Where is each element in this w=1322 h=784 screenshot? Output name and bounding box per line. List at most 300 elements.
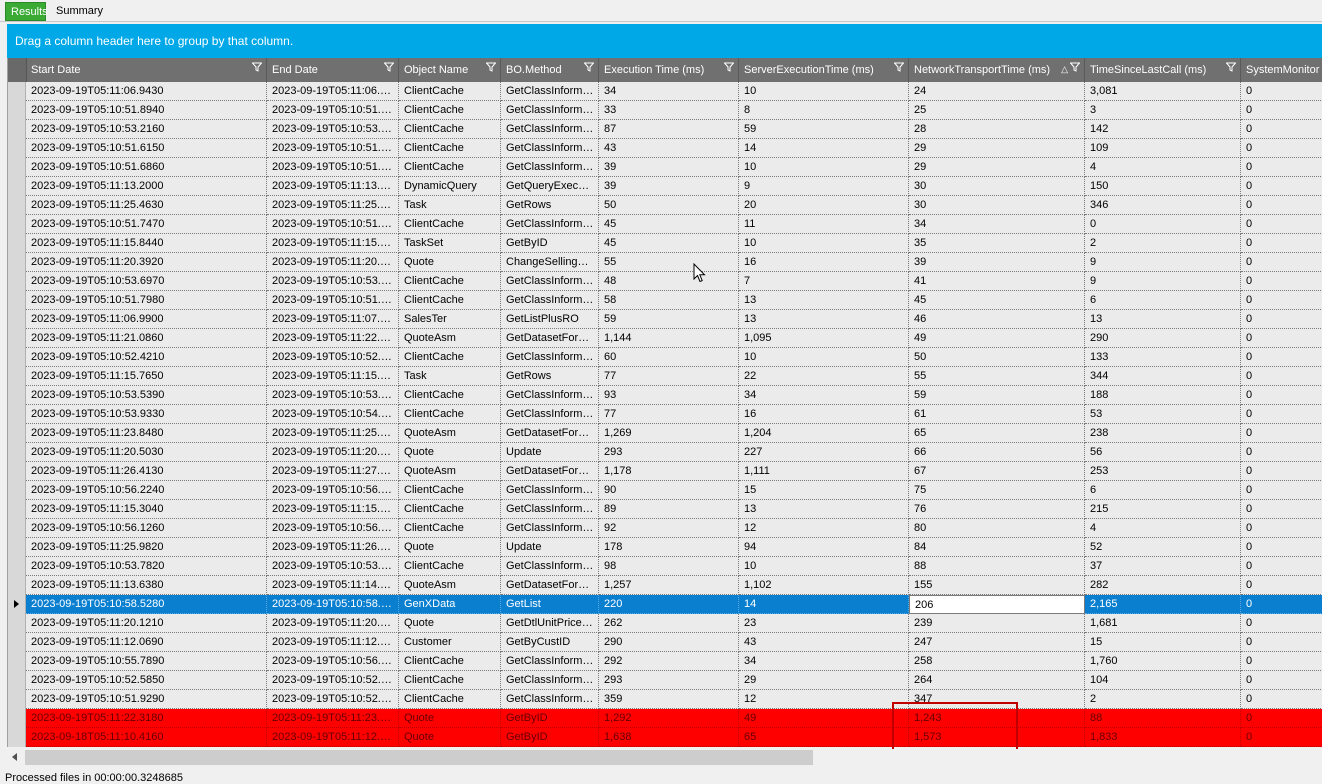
network-transport-time-cell[interactable]: 29 xyxy=(909,158,1085,177)
server-execution-time-cell[interactable]: 22 xyxy=(739,367,909,386)
server-execution-time-cell[interactable]: 1,095 xyxy=(739,329,909,348)
system-monitor-cell[interactable]: 0 xyxy=(1241,291,1322,310)
time-since-last-call-cell[interactable]: 150 xyxy=(1085,177,1241,196)
server-execution-time-cell[interactable]: 12 xyxy=(739,519,909,538)
scroll-thumb[interactable] xyxy=(25,750,813,765)
table-row[interactable] xyxy=(8,386,1322,405)
row-indicator[interactable] xyxy=(8,101,26,120)
system-monitor-cell[interactable]: 0 xyxy=(1241,367,1322,386)
bo-method-cell[interactable]: GetClassInform… xyxy=(501,386,599,405)
horizontal-scrollbar[interactable] xyxy=(7,749,1322,766)
start-date-cell[interactable]: 2023-09-19T05:11:12.0690 xyxy=(26,633,267,652)
start-date-cell[interactable]: 2023-09-19T05:10:56.1260 xyxy=(26,519,267,538)
execution-time-cell[interactable]: 1,257 xyxy=(599,576,739,595)
table-row[interactable] xyxy=(8,500,1322,519)
network-transport-time-cell[interactable]: 50 xyxy=(909,348,1085,367)
end-date-cell[interactable]: 2023-09-19T05:11:07.… xyxy=(267,310,399,329)
start-date-cell[interactable]: 2023-09-19T05:10:55.7890 xyxy=(26,652,267,671)
time-since-last-call-cell[interactable]: 4 xyxy=(1085,158,1241,177)
system-monitor-cell[interactable]: 0 xyxy=(1241,709,1322,728)
time-since-last-call-cell[interactable]: 1,760 xyxy=(1085,652,1241,671)
bo-method-cell[interactable]: GetDatasetFor… xyxy=(501,329,599,348)
network-transport-time-cell[interactable]: 49 xyxy=(909,329,1085,348)
time-since-last-call-cell[interactable]: 2 xyxy=(1085,690,1241,709)
network-transport-time-cell[interactable]: 1,573 xyxy=(909,728,1085,747)
table-row[interactable] xyxy=(8,690,1322,709)
start-date-cell[interactable]: 2023-09-19T05:10:58.5280 xyxy=(26,595,267,614)
system-monitor-cell[interactable]: 0 xyxy=(1241,82,1322,101)
network-transport-time-cell[interactable]: 46 xyxy=(909,310,1085,329)
server-execution-time-cell[interactable]: 20 xyxy=(739,196,909,215)
bo-method-cell[interactable]: GetDatasetFor… xyxy=(501,424,599,443)
table-row[interactable] xyxy=(8,462,1322,481)
bo-method-cell[interactable]: GetClassInform… xyxy=(501,101,599,120)
end-date-cell[interactable]: 2023-09-19T05:10:51.… xyxy=(267,215,399,234)
server-execution-time-cell[interactable]: 59 xyxy=(739,120,909,139)
object-name-cell[interactable]: QuoteAsm xyxy=(399,329,501,348)
system-monitor-cell[interactable]: 0 xyxy=(1241,538,1322,557)
execution-time-cell[interactable]: 87 xyxy=(599,120,739,139)
group-by-panel[interactable] xyxy=(7,24,1322,58)
start-date-cell[interactable]: 2023-09-19T05:10:53.9330 xyxy=(26,405,267,424)
network-transport-time-cell[interactable]: 88 xyxy=(909,557,1085,576)
execution-time-cell[interactable]: 55 xyxy=(599,253,739,272)
system-monitor-cell[interactable]: 0 xyxy=(1241,405,1322,424)
time-since-last-call-cell[interactable]: 88 xyxy=(1085,709,1241,728)
object-name-cell[interactable]: ClientCache xyxy=(399,481,501,500)
bo-method-cell[interactable]: GetClassInform… xyxy=(501,690,599,709)
system-monitor-cell[interactable]: 0 xyxy=(1241,690,1322,709)
network-transport-time-cell[interactable]: 61 xyxy=(909,405,1085,424)
object-name-cell[interactable]: ClientCache xyxy=(399,386,501,405)
object-name-cell[interactable]: ClientCache xyxy=(399,101,501,120)
network-transport-time-cell[interactable]: 41 xyxy=(909,272,1085,291)
row-indicator[interactable] xyxy=(8,405,26,424)
row-indicator[interactable] xyxy=(8,253,26,272)
start-date-cell[interactable]: 2023-09-19T05:11:13.2000 xyxy=(26,177,267,196)
end-date-cell[interactable]: 2023-09-19T05:11:12.… xyxy=(267,728,399,747)
row-indicator[interactable] xyxy=(8,272,26,291)
object-name-cell[interactable]: QuoteAsm xyxy=(399,462,501,481)
row-indicator[interactable] xyxy=(8,348,26,367)
server-execution-time-cell[interactable]: 34 xyxy=(739,652,909,671)
network-transport-time-cell[interactable]: 258 xyxy=(909,652,1085,671)
object-name-cell[interactable]: ClientCache xyxy=(399,405,501,424)
network-transport-time-cell[interactable]: 80 xyxy=(909,519,1085,538)
system-monitor-cell[interactable]: 0 xyxy=(1241,481,1322,500)
execution-time-cell[interactable]: 293 xyxy=(599,671,739,690)
bo-method-cell[interactable]: GetQueryExec… xyxy=(501,177,599,196)
row-indicator[interactable] xyxy=(8,367,26,386)
row-indicator[interactable] xyxy=(8,291,26,310)
bo-method-cell[interactable]: GetListPlusRO xyxy=(501,310,599,329)
execution-time-cell[interactable]: 89 xyxy=(599,500,739,519)
end-date-cell[interactable]: 2023-09-19T05:10:51.… xyxy=(267,158,399,177)
time-since-last-call-cell[interactable]: 9 xyxy=(1085,253,1241,272)
bo-method-cell[interactable]: ChangeSelling… xyxy=(501,253,599,272)
object-name-cell[interactable]: TaskSet xyxy=(399,234,501,253)
start-date-cell[interactable]: 2023-09-19T05:10:53.6970 xyxy=(26,272,267,291)
end-date-cell[interactable]: 2023-09-19T05:11:15.… xyxy=(267,234,399,253)
network-transport-time-cell[interactable]: 55 xyxy=(909,367,1085,386)
system-monitor-cell[interactable]: 0 xyxy=(1241,633,1322,652)
end-date-cell[interactable]: 2023-09-19T05:11:26.… xyxy=(267,538,399,557)
execution-time-cell[interactable]: 290 xyxy=(599,633,739,652)
object-name-cell[interactable]: QuoteAsm xyxy=(399,424,501,443)
execution-time-cell[interactable]: 48 xyxy=(599,272,739,291)
server-execution-time-cell[interactable]: 9 xyxy=(739,177,909,196)
object-name-cell[interactable]: QuoteAsm xyxy=(399,576,501,595)
tab-results[interactable]: Results xyxy=(5,2,46,21)
object-name-cell[interactable]: ClientCache xyxy=(399,690,501,709)
end-date-cell[interactable]: 2023-09-19T05:11:20.… xyxy=(267,443,399,462)
network-transport-time-cell[interactable]: 35 xyxy=(909,234,1085,253)
filter-icon[interactable] xyxy=(384,58,394,82)
system-monitor-cell[interactable]: 0 xyxy=(1241,234,1322,253)
start-date-cell[interactable]: 2023-09-19T05:11:20.1210 xyxy=(26,614,267,633)
row-indicator[interactable] xyxy=(8,671,26,690)
row-indicator[interactable] xyxy=(8,595,26,614)
table-row[interactable] xyxy=(8,557,1322,576)
end-date-cell[interactable]: 2023-09-19T05:11:15.… xyxy=(267,500,399,519)
table-row[interactable] xyxy=(8,652,1322,671)
object-name-cell[interactable]: ClientCache xyxy=(399,671,501,690)
row-indicator[interactable] xyxy=(8,690,26,709)
table-row[interactable] xyxy=(8,671,1322,690)
execution-time-cell[interactable]: 292 xyxy=(599,652,739,671)
execution-time-cell[interactable]: 90 xyxy=(599,481,739,500)
time-since-last-call-cell[interactable]: 142 xyxy=(1085,120,1241,139)
network-transport-time-cell[interactable]: 247 xyxy=(909,633,1085,652)
table-row[interactable] xyxy=(8,424,1322,443)
table-row[interactable] xyxy=(8,709,1322,728)
execution-time-cell[interactable]: 293 xyxy=(599,443,739,462)
table-row[interactable] xyxy=(8,253,1322,272)
end-date-cell[interactable]: 2023-09-19T05:10:51.… xyxy=(267,291,399,310)
execution-time-cell[interactable]: 93 xyxy=(599,386,739,405)
scroll-left-button[interactable] xyxy=(7,749,24,766)
filter-icon[interactable] xyxy=(486,58,496,82)
execution-time-cell[interactable]: 59 xyxy=(599,310,739,329)
start-date-cell[interactable]: 2023-09-19T05:11:23.8480 xyxy=(26,424,267,443)
row-indicator[interactable] xyxy=(8,196,26,215)
network-transport-time-cell[interactable]: 30 xyxy=(909,177,1085,196)
network-transport-time-cell[interactable]: 66 xyxy=(909,443,1085,462)
execution-time-cell[interactable]: 39 xyxy=(599,158,739,177)
object-name-cell[interactable]: ClientCache xyxy=(399,272,501,291)
bo-method-cell[interactable]: GetClassInform… xyxy=(501,82,599,101)
table-row[interactable] xyxy=(8,291,1322,310)
start-date-cell[interactable]: 2023-09-19T05:10:51.9290 xyxy=(26,690,267,709)
bo-method-cell[interactable]: GetByCustID xyxy=(501,633,599,652)
time-since-last-call-cell[interactable]: 3 xyxy=(1085,101,1241,120)
bo-method-cell[interactable]: GetClassInform… xyxy=(501,291,599,310)
time-since-last-call-cell[interactable]: 188 xyxy=(1085,386,1241,405)
network-transport-time-cell[interactable]: 24 xyxy=(909,82,1085,101)
object-name-cell[interactable]: ClientCache xyxy=(399,652,501,671)
server-execution-time-cell[interactable]: 10 xyxy=(739,348,909,367)
server-execution-time-cell[interactable]: 65 xyxy=(739,728,909,747)
column-header-object-name[interactable] xyxy=(399,58,501,82)
column-header-system-monitor[interactable] xyxy=(1241,58,1322,82)
time-since-last-call-cell[interactable]: 238 xyxy=(1085,424,1241,443)
system-monitor-cell[interactable]: 0 xyxy=(1241,348,1322,367)
object-name-cell[interactable]: ClientCache xyxy=(399,215,501,234)
bo-method-cell[interactable]: GetRows xyxy=(501,196,599,215)
time-since-last-call-cell[interactable]: 13 xyxy=(1085,310,1241,329)
server-execution-time-cell[interactable]: 10 xyxy=(739,234,909,253)
object-name-cell[interactable]: Task xyxy=(399,196,501,215)
execution-time-cell[interactable]: 60 xyxy=(599,348,739,367)
server-execution-time-cell[interactable]: 13 xyxy=(739,291,909,310)
start-date-cell[interactable]: 2023-09-19T05:10:51.8940 xyxy=(26,101,267,120)
row-indicator[interactable] xyxy=(8,633,26,652)
server-execution-time-cell[interactable]: 15 xyxy=(739,481,909,500)
time-since-last-call-cell[interactable]: 4 xyxy=(1085,519,1241,538)
bo-method-cell[interactable]: GetClassInform… xyxy=(501,557,599,576)
system-monitor-cell[interactable]: 0 xyxy=(1241,101,1322,120)
network-transport-time-cell[interactable]: 347 xyxy=(909,690,1085,709)
time-since-last-call-cell[interactable]: 6 xyxy=(1085,481,1241,500)
start-date-cell[interactable]: 2023-09-19T05:11:06.9900 xyxy=(26,310,267,329)
time-since-last-call-cell[interactable]: 282 xyxy=(1085,576,1241,595)
table-row[interactable] xyxy=(8,633,1322,652)
end-date-cell[interactable]: 2023-09-19T05:10:54.… xyxy=(267,405,399,424)
start-date-cell[interactable]: 2023-09-19T05:10:52.5850 xyxy=(26,671,267,690)
object-name-cell[interactable]: ClientCache xyxy=(399,500,501,519)
start-date-cell[interactable]: 2023-09-19T05:11:20.5030 xyxy=(26,443,267,462)
network-transport-time-cell[interactable]: 206 xyxy=(909,595,1085,614)
system-monitor-cell[interactable]: 0 xyxy=(1241,139,1322,158)
server-execution-time-cell[interactable]: 13 xyxy=(739,310,909,329)
object-name-cell[interactable]: ClientCache xyxy=(399,158,501,177)
network-transport-time-cell[interactable]: 67 xyxy=(909,462,1085,481)
time-since-last-call-cell[interactable]: 290 xyxy=(1085,329,1241,348)
object-name-cell[interactable]: Customer xyxy=(399,633,501,652)
start-date-cell[interactable]: 2023-09-19T05:11:25.9820 xyxy=(26,538,267,557)
object-name-cell[interactable]: ClientCache xyxy=(399,82,501,101)
time-since-last-call-cell[interactable]: 133 xyxy=(1085,348,1241,367)
row-indicator[interactable] xyxy=(8,310,26,329)
start-date-cell[interactable]: 2023-09-19T05:10:51.7470 xyxy=(26,215,267,234)
object-name-cell[interactable]: ClientCache xyxy=(399,291,501,310)
server-execution-time-cell[interactable]: 14 xyxy=(739,595,909,614)
end-date-cell[interactable]: 2023-09-19T05:11:14.… xyxy=(267,576,399,595)
network-transport-time-cell[interactable]: 1,243 xyxy=(909,709,1085,728)
server-execution-time-cell[interactable]: 1,102 xyxy=(739,576,909,595)
table-row[interactable] xyxy=(8,576,1322,595)
system-monitor-cell[interactable]: 0 xyxy=(1241,671,1322,690)
row-indicator[interactable] xyxy=(8,652,26,671)
server-execution-time-cell[interactable]: 7 xyxy=(739,272,909,291)
bo-method-cell[interactable]: GetDatasetFor… xyxy=(501,576,599,595)
server-execution-time-cell[interactable]: 12 xyxy=(739,690,909,709)
execution-time-cell[interactable]: 39 xyxy=(599,177,739,196)
time-since-last-call-cell[interactable]: 215 xyxy=(1085,500,1241,519)
bo-method-cell[interactable]: GetClassInform… xyxy=(501,272,599,291)
system-monitor-cell[interactable]: 0 xyxy=(1241,595,1322,614)
table-row[interactable] xyxy=(8,329,1322,348)
network-transport-time-cell[interactable]: 264 xyxy=(909,671,1085,690)
system-monitor-cell[interactable]: 0 xyxy=(1241,443,1322,462)
end-date-cell[interactable]: 2023-09-19T05:10:53.… xyxy=(267,557,399,576)
network-transport-time-cell[interactable]: 30 xyxy=(909,196,1085,215)
column-header-time-since-last-call[interactable] xyxy=(1085,58,1241,82)
time-since-last-call-cell[interactable]: 9 xyxy=(1085,272,1241,291)
filter-icon[interactable] xyxy=(584,58,594,82)
column-header-server-execution-time[interactable] xyxy=(739,58,909,82)
bo-method-cell[interactable]: Update xyxy=(501,443,599,462)
execution-time-cell[interactable]: 359 xyxy=(599,690,739,709)
network-transport-time-cell[interactable]: 39 xyxy=(909,253,1085,272)
end-date-cell[interactable]: 2023-09-19T05:10:58.… xyxy=(267,595,399,614)
system-monitor-cell[interactable]: 0 xyxy=(1241,196,1322,215)
end-date-cell[interactable]: 2023-09-19T05:11:20.… xyxy=(267,614,399,633)
start-date-cell[interactable]: 2023-09-19T05:10:52.4210 xyxy=(26,348,267,367)
server-execution-time-cell[interactable]: 43 xyxy=(739,633,909,652)
time-since-last-call-cell[interactable]: 52 xyxy=(1085,538,1241,557)
row-indicator[interactable] xyxy=(8,500,26,519)
time-since-last-call-cell[interactable]: 104 xyxy=(1085,671,1241,690)
column-header-start-date[interactable] xyxy=(26,58,267,82)
end-date-cell[interactable]: 2023-09-19T05:11:25.… xyxy=(267,424,399,443)
row-indicator[interactable] xyxy=(8,443,26,462)
end-date-cell[interactable]: 2023-09-19T05:11:12.… xyxy=(267,633,399,652)
end-date-cell[interactable]: 2023-09-19T05:10:51.… xyxy=(267,139,399,158)
end-date-cell[interactable]: 2023-09-19T05:10:56.… xyxy=(267,519,399,538)
object-name-cell[interactable]: ClientCache xyxy=(399,519,501,538)
time-since-last-call-cell[interactable]: 0 xyxy=(1085,215,1241,234)
filter-icon[interactable] xyxy=(724,58,734,82)
start-date-cell[interactable]: 2023-09-19T05:11:25.4630 xyxy=(26,196,267,215)
execution-time-cell[interactable]: 178 xyxy=(599,538,739,557)
filter-icon[interactable] xyxy=(1070,58,1080,82)
end-date-cell[interactable]: 2023-09-19T05:11:23.… xyxy=(267,709,399,728)
start-date-cell[interactable]: 2023-09-19T05:11:15.3040 xyxy=(26,500,267,519)
execution-time-cell[interactable]: 1,178 xyxy=(599,462,739,481)
time-since-last-call-cell[interactable]: 2,165 xyxy=(1085,595,1241,614)
time-since-last-call-cell[interactable]: 6 xyxy=(1085,291,1241,310)
bo-method-cell[interactable]: GetClassInform… xyxy=(501,120,599,139)
row-indicator[interactable] xyxy=(8,386,26,405)
row-indicator[interactable] xyxy=(8,139,26,158)
row-indicator[interactable] xyxy=(8,462,26,481)
execution-time-cell[interactable]: 43 xyxy=(599,139,739,158)
system-monitor-cell[interactable]: 0 xyxy=(1241,728,1322,747)
server-execution-time-cell[interactable]: 1,204 xyxy=(739,424,909,443)
column-header-end-date[interactable] xyxy=(267,58,399,82)
time-since-last-call-cell[interactable]: 3,081 xyxy=(1085,82,1241,101)
bo-method-cell[interactable]: GetDatasetFor… xyxy=(501,462,599,481)
network-transport-time-cell[interactable]: 59 xyxy=(909,386,1085,405)
start-date-cell[interactable]: 2023-09-19T05:10:53.2160 xyxy=(26,120,267,139)
time-since-last-call-cell[interactable]: 37 xyxy=(1085,557,1241,576)
object-name-cell[interactable]: Quote xyxy=(399,614,501,633)
row-indicator[interactable] xyxy=(8,215,26,234)
time-since-last-call-cell[interactable]: 109 xyxy=(1085,139,1241,158)
execution-time-cell[interactable]: 45 xyxy=(599,215,739,234)
server-execution-time-cell[interactable]: 49 xyxy=(739,709,909,728)
bo-method-cell[interactable]: GetByID xyxy=(501,728,599,747)
start-date-cell[interactable]: 2023-09-19T05:11:06.9430 xyxy=(26,82,267,101)
end-date-cell[interactable]: 2023-09-19T05:10:53.… xyxy=(267,272,399,291)
results-grid[interactable] xyxy=(7,58,1322,747)
row-indicator[interactable] xyxy=(8,424,26,443)
server-execution-time-cell[interactable]: 16 xyxy=(739,405,909,424)
bo-method-cell[interactable]: GetClassInform… xyxy=(501,139,599,158)
bo-method-cell[interactable]: GetList xyxy=(501,595,599,614)
bo-method-cell[interactable]: GetClassInform… xyxy=(501,481,599,500)
column-header-bo-method[interactable] xyxy=(501,58,599,82)
table-row[interactable] xyxy=(8,101,1322,120)
network-transport-time-cell[interactable]: 29 xyxy=(909,139,1085,158)
execution-time-cell[interactable]: 1,638 xyxy=(599,728,739,747)
end-date-cell[interactable]: 2023-09-19T05:11:20.… xyxy=(267,253,399,272)
object-name-cell[interactable]: ClientCache xyxy=(399,348,501,367)
table-row[interactable] xyxy=(8,139,1322,158)
server-execution-time-cell[interactable]: 13 xyxy=(739,500,909,519)
end-date-cell[interactable]: 2023-09-19T05:11:25.… xyxy=(267,196,399,215)
start-date-cell[interactable]: 2023-09-19T05:11:20.3920 xyxy=(26,253,267,272)
server-execution-time-cell[interactable]: 14 xyxy=(739,139,909,158)
object-name-cell[interactable]: SalesTer xyxy=(399,310,501,329)
table-row[interactable] xyxy=(8,310,1322,329)
server-execution-time-cell[interactable]: 10 xyxy=(739,557,909,576)
row-indicator[interactable] xyxy=(8,728,26,747)
bo-method-cell[interactable]: GetClassInform… xyxy=(501,158,599,177)
row-indicator[interactable] xyxy=(8,709,26,728)
start-date-cell[interactable]: 2023-09-19T05:10:53.5390 xyxy=(26,386,267,405)
bo-method-cell[interactable]: GetByID xyxy=(501,709,599,728)
bo-method-cell[interactable]: GetClassInform… xyxy=(501,671,599,690)
network-transport-time-cell[interactable]: 76 xyxy=(909,500,1085,519)
execution-time-cell[interactable]: 92 xyxy=(599,519,739,538)
server-execution-time-cell[interactable]: 11 xyxy=(739,215,909,234)
start-date-cell[interactable]: 2023-09-19T05:10:51.6150 xyxy=(26,139,267,158)
start-date-cell[interactable]: 2023-09-19T05:10:51.7980 xyxy=(26,291,267,310)
table-row[interactable] xyxy=(8,177,1322,196)
bo-method-cell[interactable]: GetClassInform… xyxy=(501,519,599,538)
system-monitor-cell[interactable]: 0 xyxy=(1241,158,1322,177)
system-monitor-cell[interactable]: 0 xyxy=(1241,215,1322,234)
execution-time-cell[interactable]: 1,292 xyxy=(599,709,739,728)
server-execution-time-cell[interactable]: 8 xyxy=(739,101,909,120)
network-transport-time-cell[interactable]: 65 xyxy=(909,424,1085,443)
row-indicator[interactable] xyxy=(8,177,26,196)
server-execution-time-cell[interactable]: 94 xyxy=(739,538,909,557)
column-header-execution-time[interactable] xyxy=(599,58,739,82)
row-indicator[interactable] xyxy=(8,158,26,177)
execution-time-cell[interactable]: 77 xyxy=(599,405,739,424)
row-indicator[interactable] xyxy=(8,82,26,101)
bo-method-cell[interactable]: GetDtlUnitPrice… xyxy=(501,614,599,633)
network-transport-time-cell[interactable]: 45 xyxy=(909,291,1085,310)
end-date-cell[interactable]: 2023-09-19T05:11:06.… xyxy=(267,82,399,101)
system-monitor-cell[interactable]: 0 xyxy=(1241,253,1322,272)
start-date-cell[interactable]: 2023-09-19T05:11:21.0860 xyxy=(26,329,267,348)
start-date-cell[interactable]: 2023-09-19T05:11:15.7650 xyxy=(26,367,267,386)
end-date-cell[interactable]: 2023-09-19T05:10:56.… xyxy=(267,652,399,671)
row-indicator[interactable] xyxy=(8,329,26,348)
table-row[interactable] xyxy=(8,348,1322,367)
row-indicator[interactable] xyxy=(8,576,26,595)
column-header-network-transport-time[interactable] xyxy=(909,58,1085,82)
system-monitor-cell[interactable]: 0 xyxy=(1241,557,1322,576)
object-name-cell[interactable]: Task xyxy=(399,367,501,386)
table-row[interactable] xyxy=(8,519,1322,538)
object-name-cell[interactable]: Quote xyxy=(399,728,501,747)
network-transport-time-cell[interactable]: 28 xyxy=(909,120,1085,139)
